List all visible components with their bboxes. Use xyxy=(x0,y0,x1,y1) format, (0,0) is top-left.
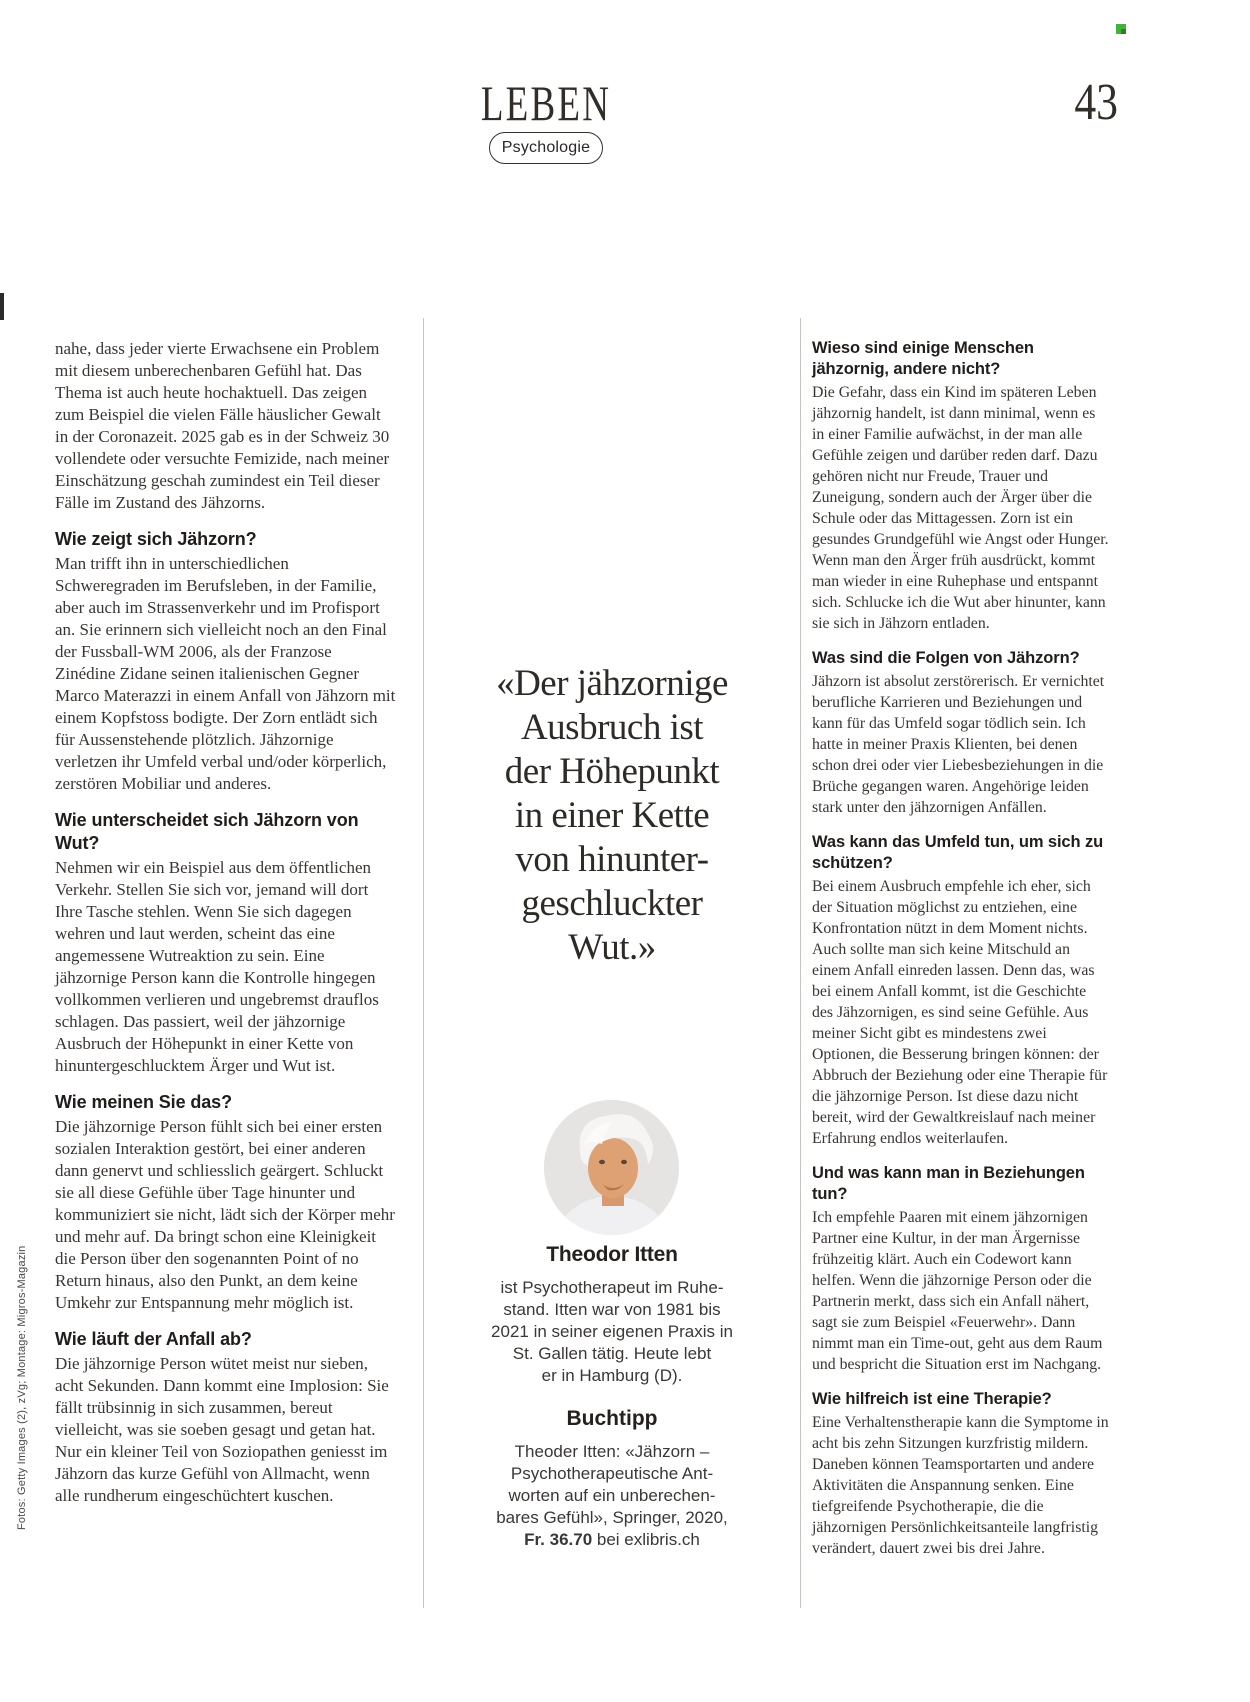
column-divider-right xyxy=(800,318,801,1608)
qa-heading: Wie hilfreich ist eine Therapie? xyxy=(812,1390,1052,1408)
portrait-photo xyxy=(544,1100,679,1235)
edge-mark xyxy=(0,293,4,320)
book-price: Fr. 36.70 xyxy=(524,1530,593,1549)
qa-heading: Wie läuft der Anfall ab? xyxy=(55,1329,252,1349)
profile-bio-line: 2021 in seiner eigenen Praxis in xyxy=(491,1322,733,1341)
qa-heading: Wie unterscheidet sich Jähzorn von Wut? xyxy=(55,810,359,853)
pull-quote-line: geschluckter xyxy=(521,883,703,924)
page-number: 43 xyxy=(1074,74,1118,131)
book-tip-title: Buchtipp xyxy=(566,1407,658,1430)
pull-quote-line: in einer Kette xyxy=(514,795,710,836)
category-badge xyxy=(489,132,603,164)
qa-heading: Und was kann man in Beziehungen tun? xyxy=(812,1164,1085,1203)
qa-answer: Man trifft ihn in unterschiedlichen Schweregraden im Berufsleben, in der Familie, aber auch im Strassenverkehr und im Profisport an. Sie erinnern sich vielleicht noch an den Final der Fussball-WM 2006, als der Franzose Zinédine Zidane seinen italienischen Gegner Marco Materazzi in einem Anfall von Jähzorn mit einem Kopfstoss bodigte. Der Zorn entlädt sich für Aussenstehende plötzlich. Jähzornige verletzen ihr Umfeld verbal und/oder körperlich, zerstören Mobiliar und anderes. xyxy=(55,554,396,793)
profile-bio-line: ist Psychotherapeut im Ruhe- xyxy=(500,1278,724,1297)
qa-heading: Wie zeigt sich Jähzorn? xyxy=(55,529,257,549)
qa-answer: Jähzorn ist absolut zerstörerisch. Er vernichtet berufliche Karrieren und Beziehungen und kann für das Umfeld sogar tödlich sein. Ich hatte in meiner Praxis Klienten, bei denen schon drei oder vier Liebesbeziehungen in die Brüche gegangen waren. Angehörige leiden stark unter den jähzornigen Anfällen. xyxy=(812,673,1105,816)
profile-bio-line: stand. Itten war von 1981 bis xyxy=(503,1300,721,1319)
photo-credit: Fotos: Getty Images (2), zVg; Montage: Migros-Magazin xyxy=(16,1245,28,1530)
book-price-suffix: bei exlibris.ch xyxy=(592,1530,700,1549)
pull-quote-line: von hinunter- xyxy=(515,839,709,880)
profile-bio xyxy=(424,1277,800,1387)
qa-answer: Die Gefahr, dass ein Kind im späteren Leben jähzornig handelt, ist dann minimal, wenn es in einer Familie aufwächst, in der man alle Gefühle zeigen und darüber reden darf. Dazu gehören nicht nur Freude, Trauer und Zuneigung, sondern auch der Ärger über die Schule oder das Mittagessen. Zorn ist ein gesundes Grundgefühl wie Angst oder Hunger. Wenn man den Ärger früh ausdrückt, kommt man wieder in eine Ruhephase und entspannt sich. Schlucke ich die Wut aber hinunter, kann sie sich in Jähzorn entladen. xyxy=(812,384,1109,632)
portrait-illustration xyxy=(544,1100,679,1235)
book-tip-line: bares Gefühl», Springer, 2020, xyxy=(496,1508,728,1527)
qa-heading: Was kann das Umfeld tun, um sich zu schützen? xyxy=(812,833,1104,872)
book-tip-text xyxy=(424,1441,800,1551)
pull-quote-line: der Höhepunkt xyxy=(504,751,720,792)
book-tip-line: worten auf ein unberechen- xyxy=(508,1486,716,1505)
article-paragraph: nahe, dass jeder vierte Erwachsene ein Problem mit diesem unberechenbaren Gefühl hat. Das Thema ist auch heute hochaktuell. Das zeigen zum Beispiel die vielen Fälle häuslicher Gewalt in der Coronazeit. 2025 gab es in der Schweiz 30 vollendete oder versuchte Femizide, nach meiner Einschätzung geschah zumindest ein Teil dieser Fälle im Zustand des Jähzorns. xyxy=(55,339,390,512)
pull-quote-line: «Der jähzornige xyxy=(496,663,728,704)
qa-answer: Bei einem Ausbruch empfehle ich eher, sich der Situation möglichst zu entziehen, eine Konfrontation nützt in dem Moment nichts. Auch sollte man sich keine Mitschuld an einem Anfall einreden lassen. Denn das, was bei einem Anfall kommt, ist die Geschichte des Jähzornigen, es sind seine Gefühle. Aus meiner Sicht gibt es mindestens zwei Optionen, die Besserung bringen können: der Abbruch der Beziehung oder eine Therapie für die jähzornige Person. Ist diese dazu nicht bereit, wird der Gewaltkreislauf nach meiner Erfahrung endlos weiterlaufen. xyxy=(812,878,1108,1147)
section-title: LEBEN xyxy=(480,75,612,131)
category-label: Psychologie xyxy=(501,139,591,156)
qa-heading: Wie meinen Sie das? xyxy=(55,1092,232,1112)
qa-answer: Eine Verhaltenstherapie kann die Symptome in acht bis zehn Sitzungen kurzfristig mildern. Daneben können Teamsportarten und andere Aktivitäten die Anspannung senken. Eine tiefgreifende Psychotherapie, die die jähzornigen Persönlichkeitsanteile langfristig verändert, dauert zwei bis drei Jahre. xyxy=(812,1414,1109,1557)
book-tip-price-line xyxy=(424,1529,800,1551)
pull-quote xyxy=(424,662,800,970)
book-tip-line: Theoder Itten: «Jähzorn – xyxy=(514,1442,710,1461)
book-tip-line: Psychotherapeutische Ant- xyxy=(510,1464,714,1483)
qa-answer: Die jähzornige Person fühlt sich bei einer ersten sozialen Interaktion gestört, bei einer anderen dann genervt und schliesslich geärgert. Schluckt sie all diese Gefühle über Tage hinunter und kommuniziert sie nicht, lädt sich der Körper mehr und mehr auf. Da bringt schon eine Kleinigkeit die Person über den sogenannten Point of no Return hinaus, also den Punkt, an dem keine Umkehr zur Entspannung mehr möglich ist. xyxy=(55,1117,395,1312)
qa-answer: Die jähzornige Person wütet meist nur sieben, acht Sekunden. Dann kommt eine Implosion: Sie fällt trübsinnig in sich zusammen, bereut vielleicht, was sie soeben gesagt und getan hat. Nur ein kleiner Teil von Soziopathen geniesst im Jähzorn das kurze Gefühl von Allmacht, wenn alle rundherum eingeschüchtert kuschen. xyxy=(55,1354,389,1505)
qa-answer: Nehmen wir ein Beispiel aus dem öffentlichen Verkehr. Stellen Sie sich vor, jemand will dort Ihre Tasche stehlen. Wenn Sie sich dagegen wehren und laut werden, scheint das eine angemessene Wutreaktion zu sein. Eine jähzornige Person kann die Kontrolle hingegen vollkommen verlieren und ungebremst drauflos schlagen. Das passiert, weil der jähzornige Ausbruch der Höhepunkt in einer Kette von hinuntergeschlucktem Ärger und Wut ist. xyxy=(55,858,379,1075)
qa-answer: Ich empfehle Paaren mit einem jähzornigen Partner eine Kultur, in der man Ärgernisse frühzeitig klärt. Auch ein Codewort kann helfen. Wenn die jähzornige Person oder die Partnerin merkt, dass sich ein Anfall nähert, sagt sie zum Beispiel «Feuerwehr». Dann nimmt man ein Time-out, geht aus dem Raum und bespricht die Situation erst im Nachgang. xyxy=(812,1209,1103,1373)
profile-bio-line: St. Gallen tätig. Heute lebt xyxy=(512,1344,712,1363)
profile-bio-line: er in Hamburg (D). xyxy=(541,1366,683,1385)
pull-quote-line: Ausbruch ist xyxy=(520,707,704,748)
green-marker-icon xyxy=(1116,24,1126,34)
profile-name: Theodor Itten xyxy=(546,1243,678,1266)
article-column-right xyxy=(812,338,1110,1571)
pull-quote-line: Wut.» xyxy=(568,927,656,968)
qa-heading: Wieso sind einige Menschen jähzornig, andere nicht? xyxy=(812,339,1034,378)
qa-heading: Was sind die Folgen von Jähzorn? xyxy=(812,649,1080,667)
article-column-left xyxy=(55,338,396,1519)
